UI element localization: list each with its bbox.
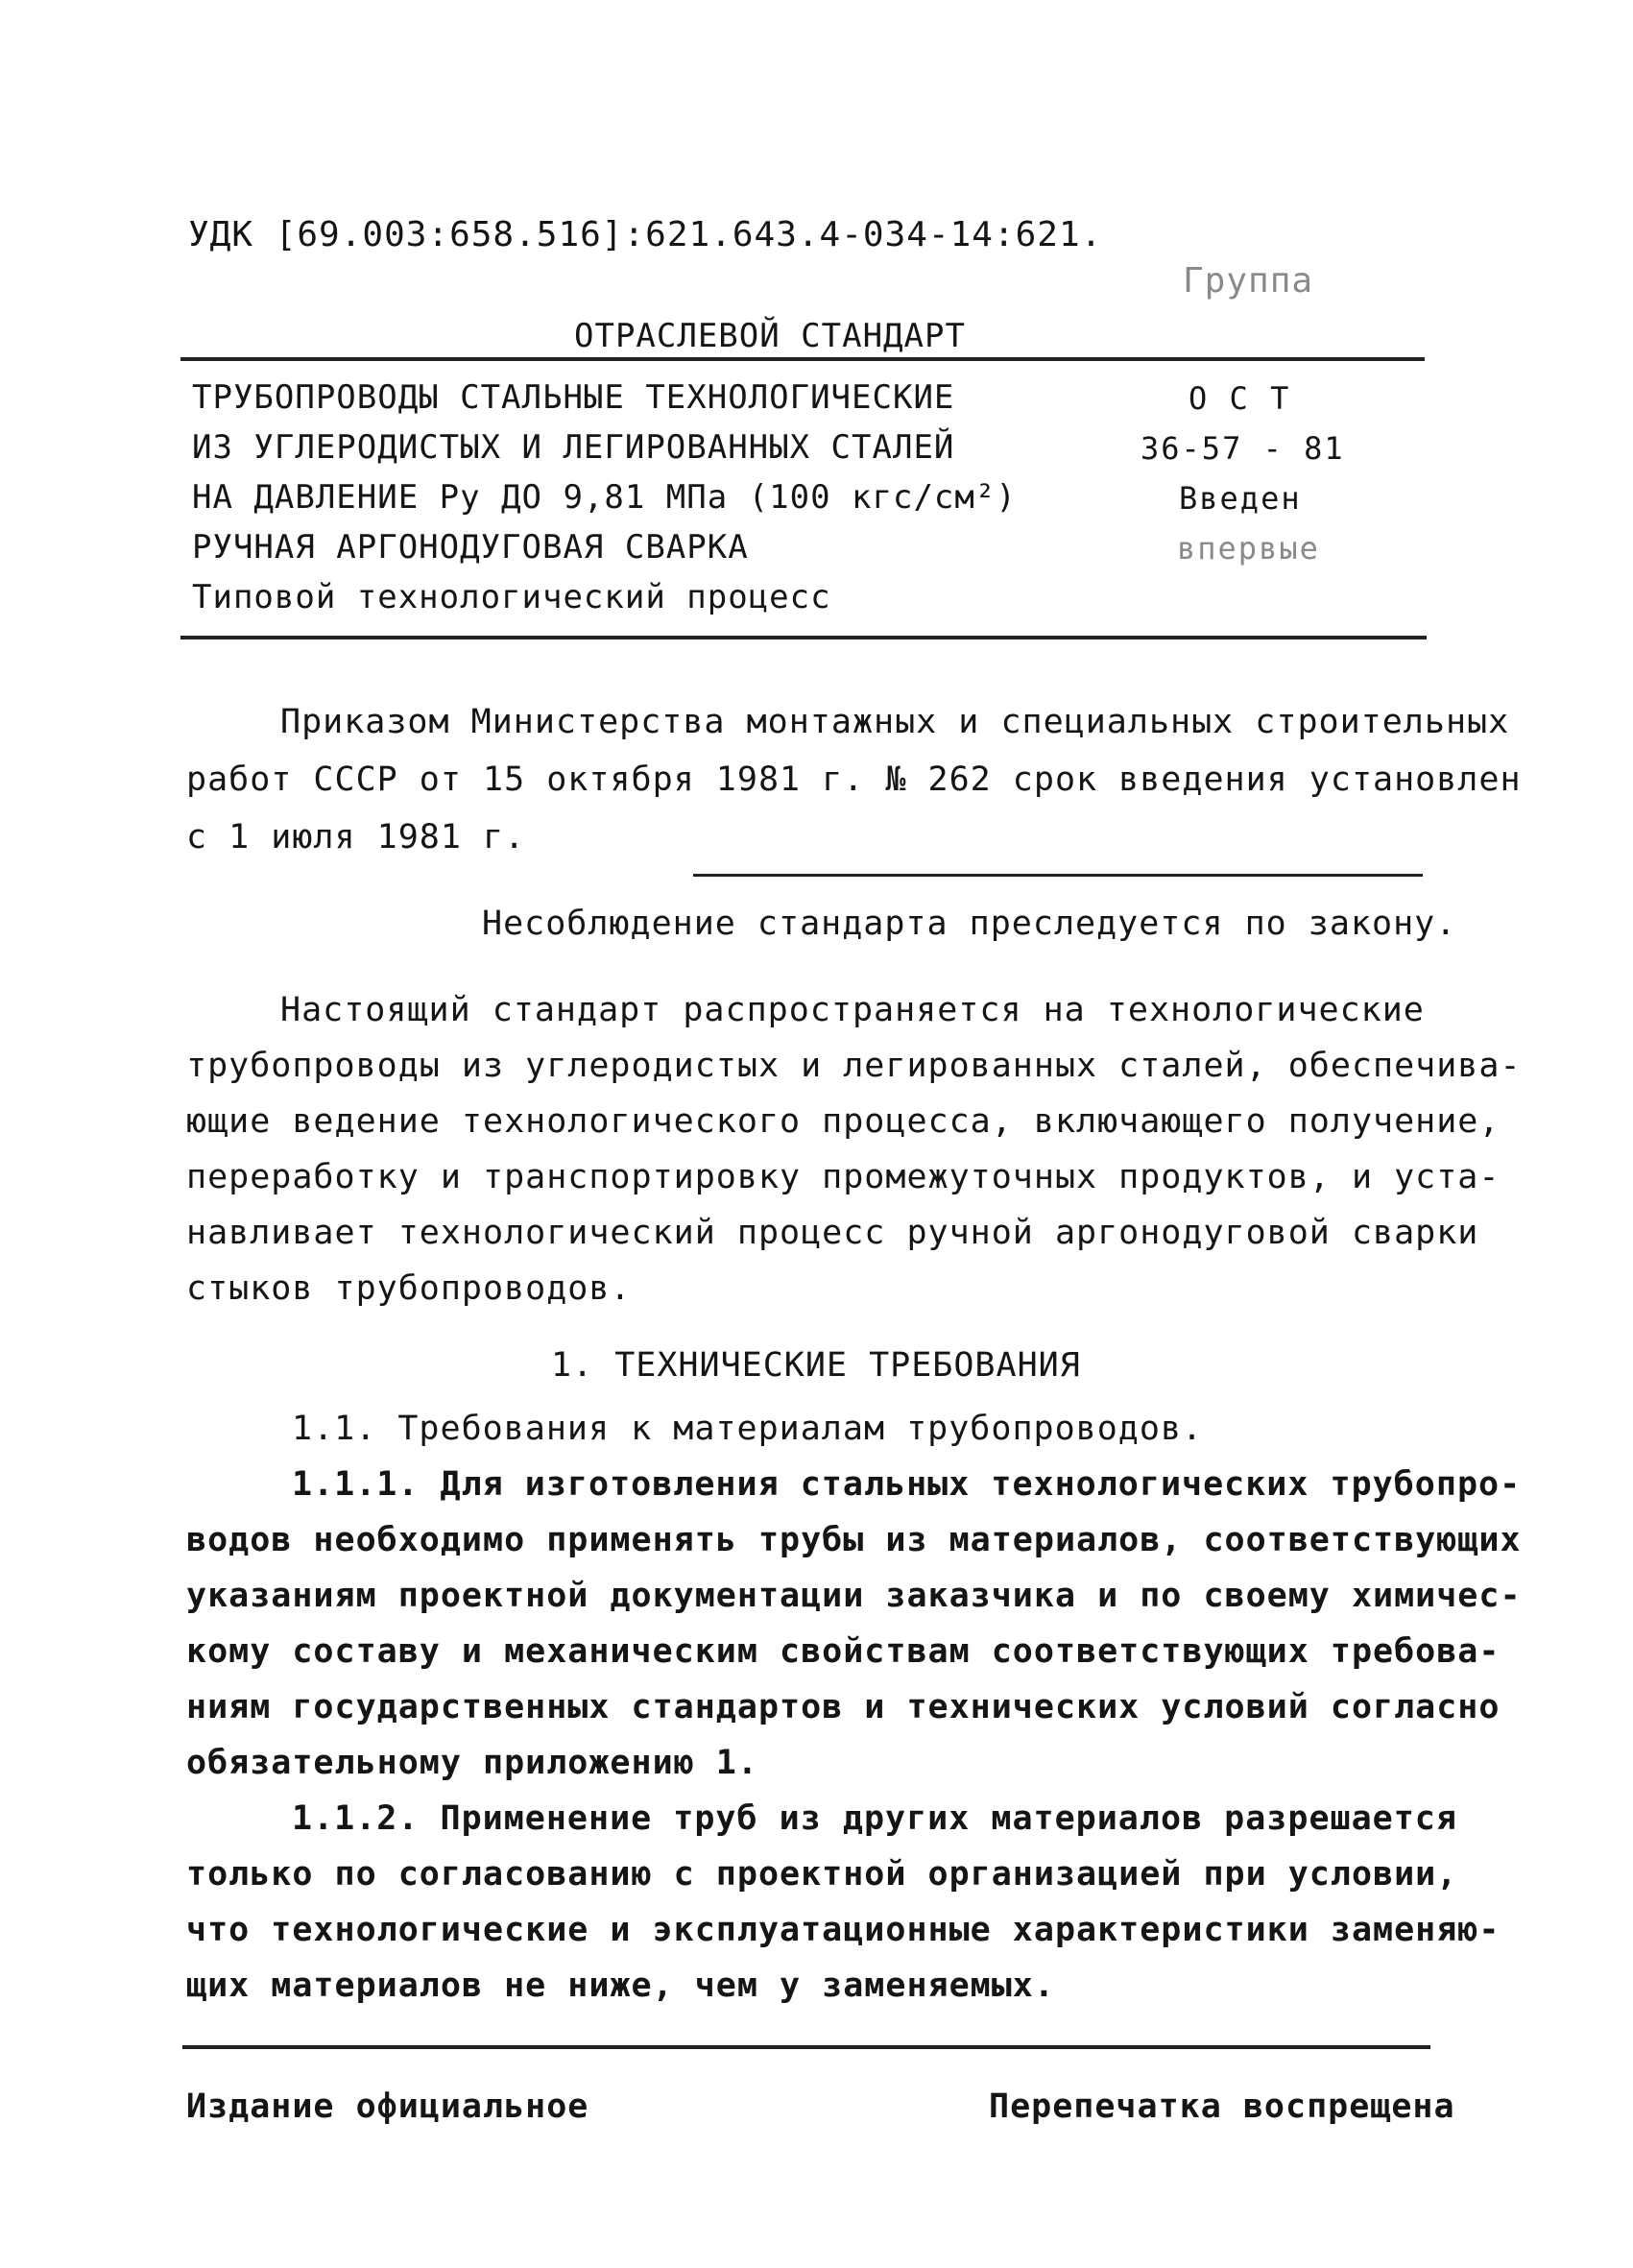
title-line-5: Типовой технологический процесс bbox=[192, 578, 831, 616]
ost-number: 36-57 - 81 bbox=[1141, 430, 1345, 467]
title-bottom-rule bbox=[180, 636, 1427, 639]
clause-1-1-1-line-1: 1.1.1. Для изготовления стальных технологических трубопро- bbox=[292, 1465, 1522, 1504]
title-line-1: ТРУБОПРОВОДЫ СТАЛЬНЫЕ ТЕХНОЛОГИЧЕСКИЕ bbox=[192, 378, 955, 417]
ost-label: О С Т bbox=[1189, 380, 1291, 417]
introduced-label: Введен bbox=[1179, 480, 1302, 517]
group-label: Группа bbox=[1183, 261, 1314, 301]
clause-1-1-2-line-4: щих материалов не ниже, чем у заменяемых. bbox=[186, 1966, 1055, 2005]
standard-type: ОТРАСЛЕВОЙ СТАНДАРТ bbox=[574, 317, 966, 355]
clause-1-1-2-line-1: 1.1.2. Применение труб из других материалов разрешается bbox=[292, 1799, 1457, 1838]
section-heading: 1. ТЕХНИЧЕСКИЕ ТРЕБОВАНИЯ bbox=[551, 1346, 1081, 1385]
title-line-2: ИЗ УГЛЕРОДИСТЫХ И ЛЕГИРОВАННЫХ СТАЛЕЙ bbox=[192, 428, 955, 467]
first-time-label: впервые bbox=[1177, 530, 1320, 567]
clause-1-1-1-line-5: ниям государственных стандартов и технических условий согласно bbox=[186, 1688, 1501, 1726]
law-notice: Несоблюдение стандарта преследуется по закону. bbox=[482, 905, 1457, 943]
scope-line-4: переработку и транспортировку промежуточных продуктов, и уста- bbox=[186, 1158, 1501, 1196]
scope-line-2: трубопроводы из углеродистых и легированных сталей, обеспечива- bbox=[186, 1047, 1522, 1085]
clause-1-1-2-line-3: что технологические и эксплуатационные характеристики заменяю- bbox=[186, 1911, 1501, 1949]
scope-line-3: ющие ведение технологического процесса, включающего получение, bbox=[186, 1102, 1501, 1141]
top-rule bbox=[180, 357, 1425, 361]
section-subheading: 1.1. Требования к материалам трубопроводов. bbox=[292, 1410, 1204, 1448]
footer-official: Издание официальное bbox=[186, 2087, 589, 2126]
clause-1-1-1-line-2: водов необходимо применять трубы из материалов, соответствующих bbox=[186, 1521, 1522, 1559]
clause-1-1-2-line-2: только по согласованию с проектной организацией при условии, bbox=[186, 1855, 1458, 1894]
footer-reprint: Перепечатка воспрещена bbox=[989, 2087, 1455, 2126]
udk-code: УДК [69.003:658.516]:621.643.4-034-14:621. bbox=[188, 215, 1103, 254]
order-rule bbox=[693, 874, 1423, 877]
clause-1-1-1-line-4: кому составу и механическим свойствам соответствующих требова- bbox=[186, 1632, 1501, 1671]
clause-1-1-1-line-3: указаниям проектной документации заказчика и по своему химичес- bbox=[186, 1577, 1522, 1615]
order-line-1: Приказом Министерства монтажных и специальных строительных bbox=[280, 703, 1510, 741]
scope-line-1: Настоящий стандарт распространяется на технологические bbox=[280, 991, 1425, 1029]
footer-rule bbox=[182, 2045, 1430, 2049]
order-line-2: работ СССР от 15 октября 1981 г. № 262 срок введения установлен bbox=[186, 760, 1522, 799]
title-line-3: НА ДАВЛЕНИЕ Pу ДО 9,81 МПа (100 кгс/см²) bbox=[192, 478, 1017, 517]
scope-line-5: навливает технологический процесс ручной аргонодуговой сварки bbox=[186, 1214, 1479, 1252]
clause-1-1-1-line-6: обязательному приложению 1. bbox=[186, 1744, 758, 1782]
order-line-3: с 1 июля 1981 г. bbox=[186, 818, 526, 857]
title-line-4: РУЧНАЯ АРГОНОДУГОВАЯ СВАРКА bbox=[192, 528, 749, 567]
scope-line-6: стыков трубопроводов. bbox=[186, 1269, 632, 1308]
